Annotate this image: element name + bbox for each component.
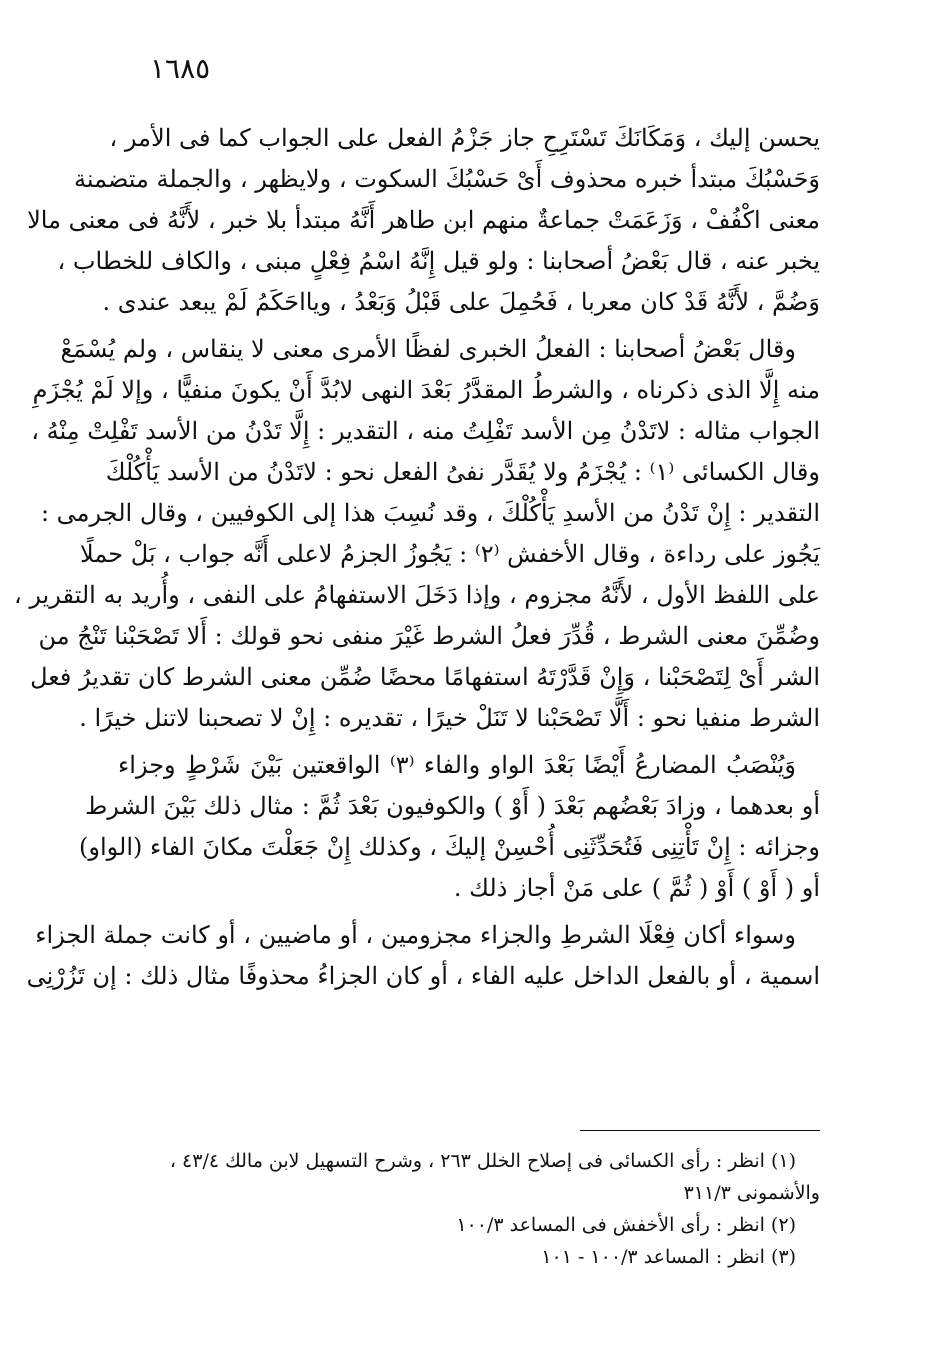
footnote-divider (580, 1130, 820, 1131)
footnote-line: (٣) انظر : المساعد ١٠٠/٣ - ١٠١ (541, 1246, 796, 1268)
footnote-line: (٢) انظر : رأى الأخفش فى المساعد ١٠٠/٣ (456, 1214, 796, 1236)
text-line: وقال الكسائى ⁽١⁾ : يُجْزَمُ ولا يُقَدَّر نفىُ الفعل نحو : لاتَدْنُ من الأسد يَأْكُلْكَ (105, 458, 820, 486)
paragraph (79, 745, 820, 909)
text-line: معنى اكْفُفْ ، وَزَعَمَتْ جماعةٌ منهم ابن طاهر أَنَّهُ مبتدأ بلا خبر ، لأَنَّهُ فى معنى مالا (27, 206, 820, 234)
text-line: وَيُنْصَبُ المضارعُ أَيْضًا بَعْدَ الواو والفاء ⁽٣⁾ الواقعتين بَيْنَ شَرْطٍ وجزاء (118, 751, 796, 779)
text-line: التقدير : إِنْ تَدْنُ من الأسدِ يَأْكُلْكَ ، وقد نُسِبَ هذا إلى الكوفيين ، وقال الجرمى : (40, 499, 820, 527)
body-text (13, 118, 820, 997)
text-line: الشرط منفيا نحو : أَلَّا تَصْحَبْنا لا تَنَلْ خيرًا ، تقديره : إِنْ لا تصحبنا لاتنل خيرًا . (79, 704, 820, 732)
text-line: أو ( أَوْ ) أَوْ ( ثُمَّ ) على مَنْ أجاز ذلك . (453, 874, 820, 902)
text-line: يحسن إليك ، وَمَكَانَكَ تَسْتَرِحِ جاز جَزْمُ الفعل على الجواب كما فى الأمر ، (109, 124, 820, 152)
footnote-line: والأشمونى ٣١١/٣ (683, 1182, 820, 1204)
paragraph (27, 118, 820, 323)
text-line: يَجُوز على رداءة ، وقال الأخفش ⁽٢⁾ : يَجُوزُ الجزمُ لاعلى أَنَّه جواب ، بَلْ حملًا (80, 540, 820, 568)
footnotes (118, 1145, 820, 1273)
footnote-line: (١) انظر : رأى الكسائى فى إصلاح الخلل ٢٦٣ ، وشرح التسهيل لابن مالك ٤٣/٤ ، (169, 1150, 796, 1172)
text-line: على اللفظ الأول ، لأَنَّهُ مجزوم ، وإذا دَخَلَ الاستفهامُ على النفى ، وأُريد به التقرير ، (13, 581, 820, 609)
text-line: منه إِلَّا الذى ذكرناه ، والشرطُ المقدَّرُ بَعْدَ النهى لابُدَّ أَنْ يكونَ منفيًّا ، وإلا لَمْ يُجْزَمِ (32, 376, 820, 404)
text-line: الجواب مثاله : لاتَدْنُ مِن الأسد تَفْلِتُ منه ، التقدير : إِلَّا تَدْنُ من الأسد تَفْلِتْ مِنْهُ ، (31, 417, 820, 445)
page-number: ١٦٨٥ (150, 52, 211, 85)
text-line: وَحَسْبُكَ مبتدأ خبره محذوف أَىْ حَسْبُكَ السكوت ، ولايظهر ، والجملة متضمنة (73, 165, 820, 193)
paragraph (26, 915, 820, 997)
footnote (118, 1209, 820, 1241)
text-line: وسواء أكان فِعْلَا الشرطِ والجزاء مجزومين ، أو ماضيين ، أو كانت جملة الجزاء (35, 921, 796, 949)
footnote (118, 1145, 820, 1209)
footnote (118, 1241, 820, 1273)
text-line: اسمية ، أو بالفعل الداخل عليه الفاء ، أو كان الجزاءُ محذوفًا مثال ذلك : إن تَزُرْنِى (26, 962, 820, 990)
text-line: يخبر عنه ، قال بَعْضُ أصحابنا : ولو قيل إِنَّهُ اسْمُ فِعْلٍ مبنى ، والكاف للخطاب ، (57, 247, 820, 275)
text-line: أو بعدهما ، وزادَ بَعْضُهم بَعْدَ ( أَوْ ) والكوفيون بَعْدَ ثُمَّ : مثال ذلك بَيْنَ الشرط (85, 792, 820, 820)
text-line: وَضُمَّ ، لأَنَّهُ قَدْ كان معربا ، فَحُمِلَ على قَبْلُ وَبَعْدُ ، ويااحَكَمُ لَمْ يبعد عندى . (102, 288, 820, 316)
text-line: وقال بَعْضُ أصحابنا : الفعلُ الخبرى لفظًا الأمرى معنى لا ينقاس ، ولم يُسْمَعْ (60, 335, 796, 363)
paragraph (13, 329, 820, 739)
text-line: وضُمِّنَ معنى الشرط ، قُدِّرَ فعلُ الشرط غَيْرَ منفى نحو قولك : أَلا تَصْحَبْنا تَنْجُ من (38, 622, 820, 650)
text-line: الشر أَىْ لِتَصْحَبْنا ، وَإِنْ قَدَّرْتَهُ استفهامًا محضًا ضُمِّن معنى الشرط كان تقديرُ فعل (30, 663, 820, 691)
text-line: وجزائه : إِنْ تَأْتِنِى فَتُحَدِّثَنِى أُحْسِنْ إليكَ ، وكذلك إِنْ جَعَلْتَ مكانَ الفاء (الواو) (79, 833, 820, 861)
